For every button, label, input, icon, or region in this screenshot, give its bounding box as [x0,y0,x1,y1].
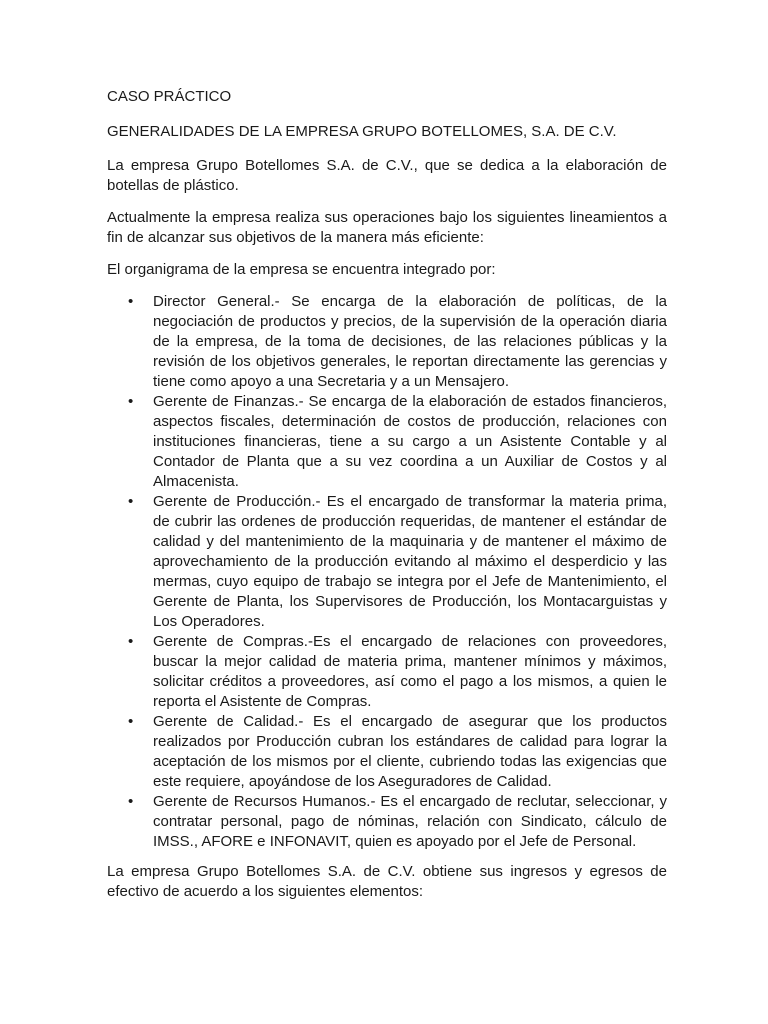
operations-paragraph: Actualmente la empresa realiza sus operaciones bajo los siguientes lineamientos a fin de alcanzar sus objetivos de la manera más eficiente: [107,209,667,246]
list-item-gerente-finanzas [107,392,667,492]
document-page [107,86,667,902]
closing-paragraph: La empresa Grupo Botellomes S.A. de C.V. obtiene sus ingresos y egresos de efectivo de acuerdo a los siguientes elementos: [107,863,667,900]
organigram-intro-paragraph: El organigrama de la empresa se encuentra integrado por: [107,261,496,278]
bullet-icon: • [128,493,134,510]
list-item-gerente-recursos-humanos [107,792,667,852]
list-item-text: Gerente de Compras.-Es el encargado de relaciones con proveedores, buscar la mejor calidad de materia prima, mantener mínimos y máximos, solicitar créditos a proveedores, así como el pago a los mismos, a quien le reporta el Asistente de Compras. [153,633,667,710]
list-item-text: Gerente de Finanzas.- Se encarga de la elaboración de estados financieros, aspectos fiscales, determinación de costos de producción, relaciones con instituciones financieras, tiene a su cargo a un Asistente Contable y al Contador de Planta que a su vez coordina a un Auxiliar de Costos y al Almacenista. [153,393,667,490]
document-subtitle: GENERALIDADES DE LA EMPRESA GRUPO BOTELLOMES, S.A. DE C.V. [107,123,617,140]
list-item-text: Gerente de Calidad.- Es el encargado de asegurar que los productos realizados por Producción cubran los estándares de calidad para lograr la aceptación de los mismos por el cliente, cubriendo todas las exigencias que este requiere, apoyándose de los Aseguradores de Calidad. [153,713,667,790]
list-item-text: Director General.- Se encarga de la elaboración de políticas, de la negociación de productos y precios, de la supervisión de la operación diaria de la empresa, de la toma de decisiones, de las relaciones públicas y la revisión de los objetivos generales, le reportan directamente las gerencias y tiene como apoyo a una Secretaria y a un Mensajero. [153,293,667,390]
list-item-text: Gerente de Recursos Humanos.- Es el encargado de reclutar, seleccionar, y contratar personal, pago de nóminas, relación con Sindicato, cálculo de IMSS., AFORE e INFONAVIT, quien es apoyado por el Jefe de Personal. [153,793,667,850]
intro-paragraph: La empresa Grupo Botellomes S.A. de C.V., que se dedica a la elaboración de botellas de plástico. [107,157,667,194]
list-item-director-general [107,292,667,392]
bullet-icon: • [128,293,134,310]
list-item-gerente-calidad [107,712,667,792]
list-item-text: Gerente de Producción.- Es el encargado de transformar la materia prima, de cubrir las ordenes de producción requeridas, de mantener el estándar de calidad y del mantenimiento de la maquinaria y de mantener el máximo de aprovechamiento de la producción evitando al máximo el desperdicio y las mermas, cuyo equipo de trabajo se integra por el Jefe de Mantenimiento, el Gerente de Planta, los Supervisores de Producción, los Montacarguistas y Los Operadores. [153,493,667,630]
bullet-icon: • [128,713,134,730]
bullet-icon: • [128,633,134,650]
list-item-gerente-compras [107,632,667,712]
document-title: CASO PRÁCTICO [107,88,232,105]
bullet-icon: • [128,793,134,810]
list-item-gerente-produccion [107,492,667,632]
organigram-list [107,292,667,852]
bullet-icon: • [128,393,134,410]
